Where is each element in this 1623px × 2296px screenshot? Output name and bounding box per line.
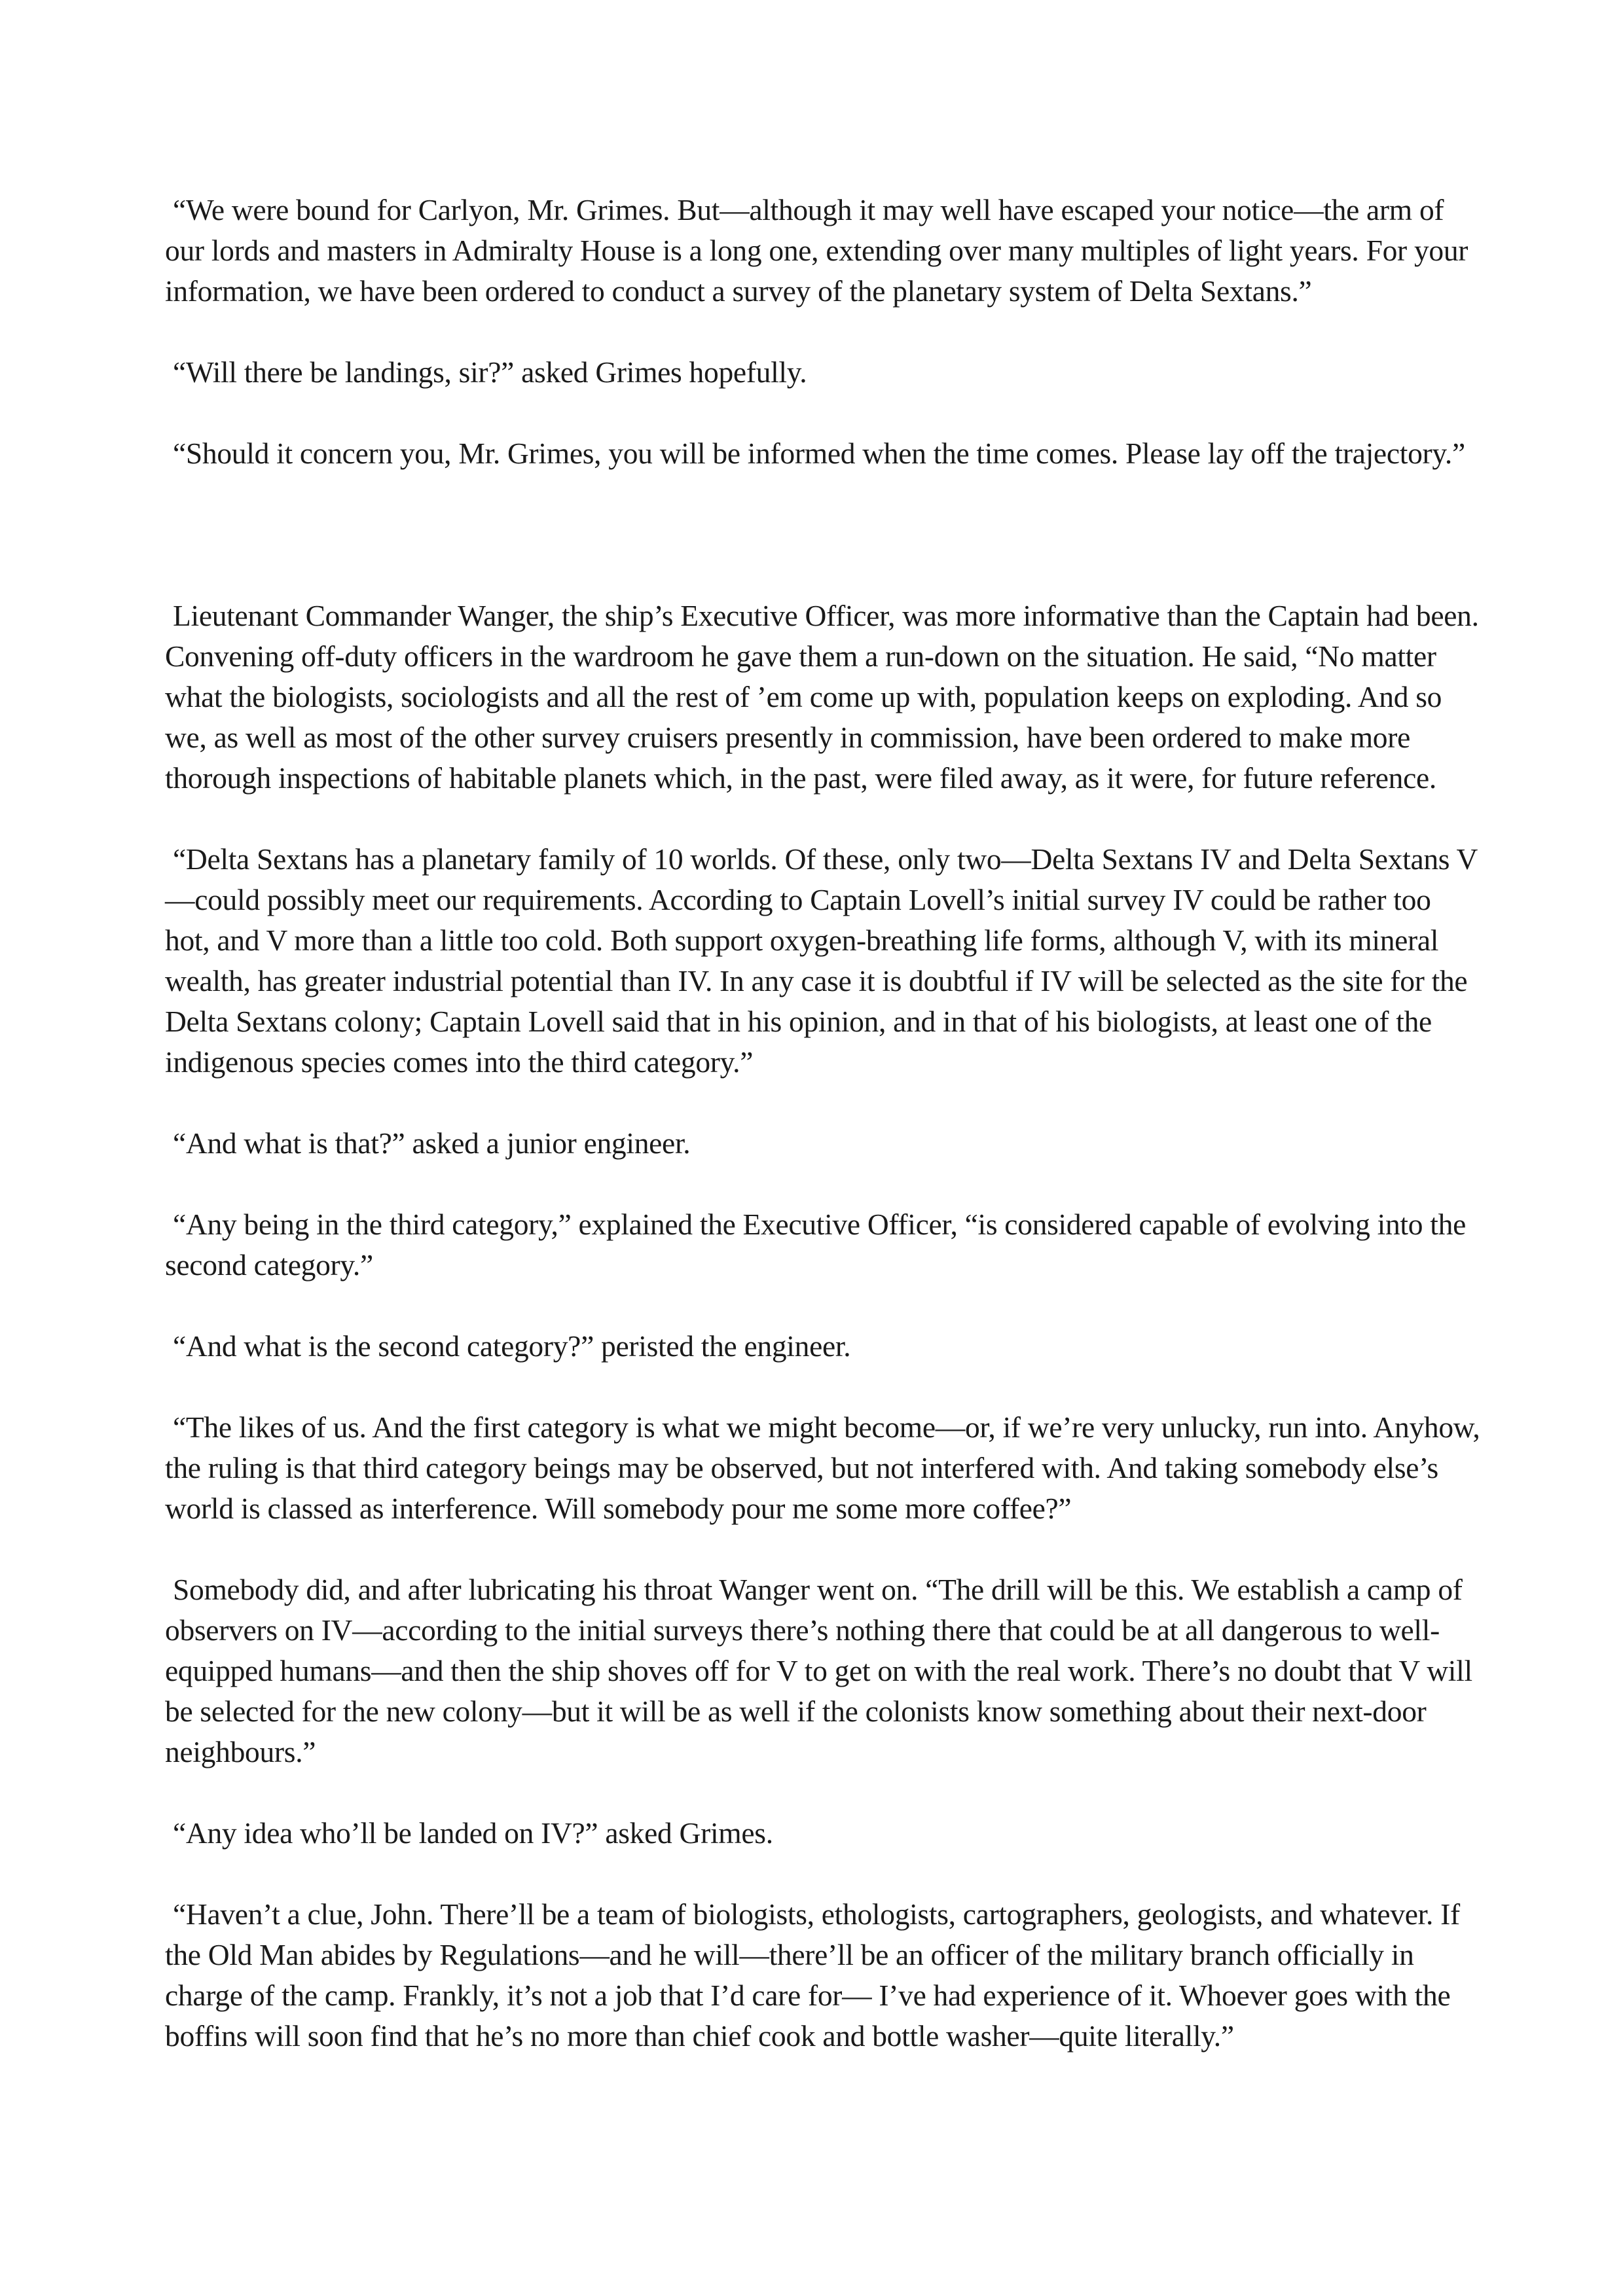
paragraph-10: Somebody did, and after lubricating his throat Wanger went on. “The drill will be this. We establish a camp of observers on IV—according to the initial surveys there’s nothing there that could be at all dangerous to well-equipped humans—and then the ship shoves off for V to get on with the real work. There’s no doubt that V will be selected for the new colony—but it will be as well if the colonists know something about their next-door neighbours.”	[165, 1573, 1472, 1768]
paragraph-6: “And what is that?” asked a junior engineer.	[173, 1126, 691, 1160]
paragraph-4: Lieutenant Commander Wanger, the ship’s Executive Officer, was more informative than the Captain had been. Convening off-duty officers in the wardroom he gave them a run-down on the situation. He said, “No matter what the biologists, sociologists and all the rest of ’em come up with, population keeps on exploding. And so we, as well as most of the other survey cruisers presently in commission, have been ordered to make more thorough inspections of habitable planets which, in the past, were filed away, as it were, for future reference.	[165, 599, 1479, 795]
paragraph-11: “Any idea who’ll be landed on IV?” asked Grimes.	[173, 1816, 773, 1850]
body-text	[165, 190, 1481, 2097]
paragraph-7: “Any being in the third category,” explained the Executive Officer, “is considered capable of evolving into the second category.”	[165, 1208, 1466, 1282]
paragraph-2: “Will there be landings, sir?” asked Grimes hopefully.	[173, 355, 807, 389]
paragraph-5: “Delta Sextans has a planetary family of 10 worlds. Of these, only two—Delta Sextans IV and Delta Sextans V—could possibly meet our requirements. According to Captain Lovell’s initial survey IV could be rather too hot, and V more than a little too cold. Both support oxygen-breathing life forms, although V, with its mineral wealth, has greater industrial potential than IV. In any case it is doubtful if IV will be selected as the site for the Delta Sextans colony; Captain Lovell said that in his opinion, and in that of his biologists, at least one of the indigenous species comes into the third category.”	[165, 842, 1478, 1079]
paragraph-3: “Should it concern you, Mr. Grimes, you will be informed when the time comes. Please lay off the trajectory.”	[173, 437, 1465, 470]
paragraph-8: “And what is the second category?” peristed the engineer.	[173, 1329, 851, 1363]
paragraph-1: “We were bound for Carlyon, Mr. Grimes. But—although it may well have escaped your notice—the arm of our lords and masters in Admiralty House is a long one, extending over many multiples of light years. For your information, we have been ordered to conduct a survey of the planetary system of Delta Sextans.”	[165, 193, 1468, 308]
paragraph-9: “The likes of us. And the first category is what we might become—or, if we’re very unlucky, run into. Anyhow, the ruling is that third category beings may be observed, but not interfered with. And taking somebody else’s world is classed as interference. Will somebody pour me some more coffee?”	[165, 1410, 1480, 1525]
paragraph-12: “Haven’t a clue, John. There’ll be a team of biologists, ethologists, cartographers, geologists, and whatever. If the Old Man abides by Regulations—and he will—there’ll be an officer of the military branch officially in charge of the camp. Frankly, it’s not a job that I’d care for— I’ve had experience of it. Whoever goes with the boffins will soon find that he’s no more than chief cook and bottle washer—quite literally.”	[165, 1897, 1460, 2053]
